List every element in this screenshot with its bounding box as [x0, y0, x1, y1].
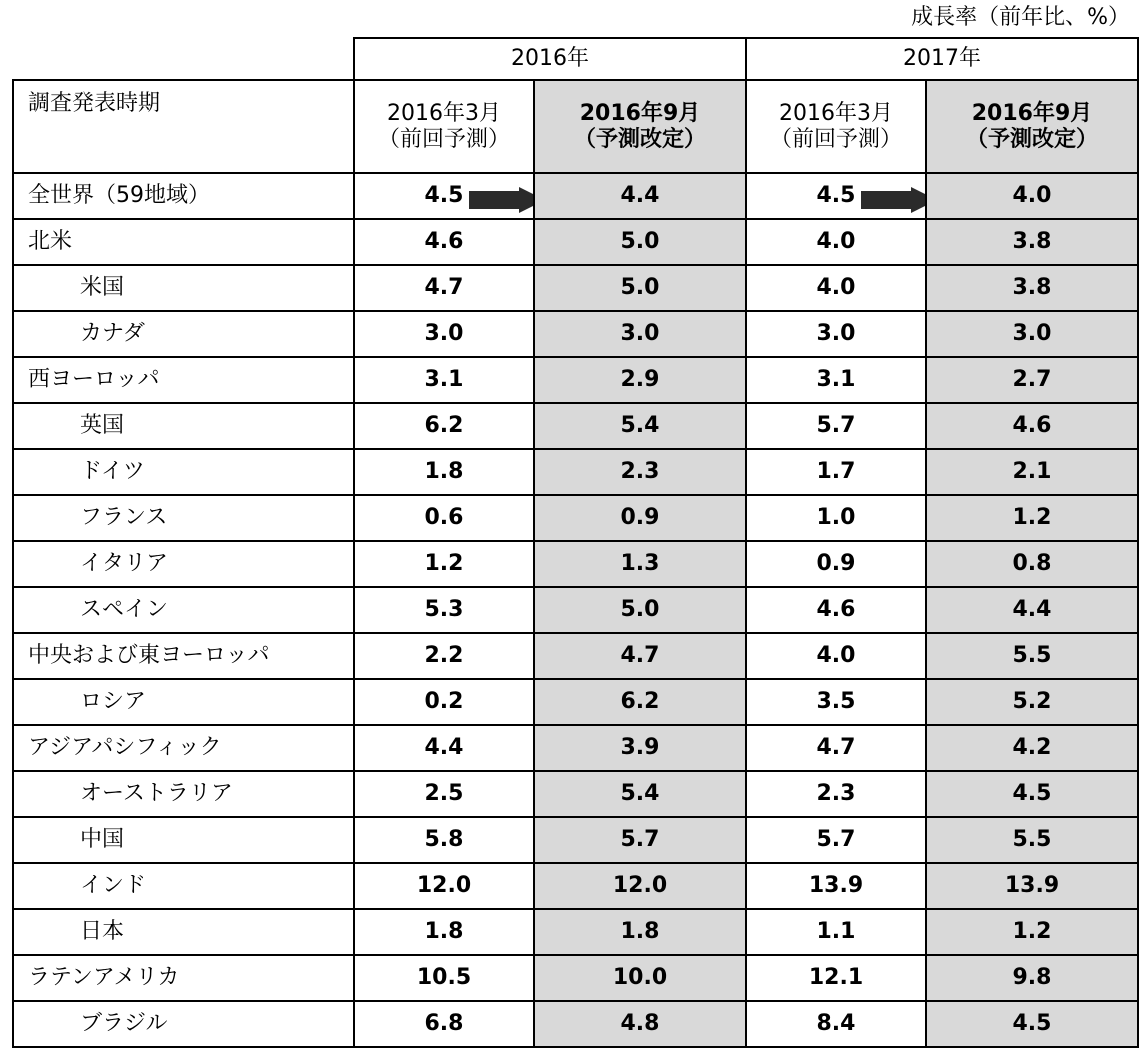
value-cell-revised: 2.1	[926, 449, 1138, 495]
value-cell-revised: 2.9	[534, 357, 746, 403]
value-cell-revised: 2.3	[534, 449, 746, 495]
value-cell-revised: 1.3	[534, 541, 746, 587]
value-cell: 5.8	[354, 817, 534, 863]
right-arrow-icon	[469, 187, 534, 213]
region-label: 米国	[13, 265, 354, 311]
value-cell-revised: 9.8	[926, 955, 1138, 1001]
table-row	[13, 265, 1138, 311]
year-2017-header: 2017年	[746, 38, 1138, 80]
value-text: 4.5	[424, 183, 464, 208]
region-label: 中国	[13, 817, 354, 863]
col-2016-revised-header	[534, 80, 746, 173]
header-line: （予測改定）	[573, 126, 706, 152]
table-row	[13, 817, 1138, 863]
table-row	[13, 863, 1138, 909]
table-row	[13, 909, 1138, 955]
value-cell: 1.8	[354, 449, 534, 495]
col-2016-previous-header	[354, 80, 534, 173]
table-row	[13, 357, 1138, 403]
value-cell: 2.3	[746, 771, 926, 817]
year-2016-header: 2016年	[354, 38, 746, 80]
value-cell: 4.0	[746, 219, 926, 265]
value-cell-revised: 1.2	[926, 495, 1138, 541]
value-cell: 12.1	[746, 955, 926, 1001]
value-cell-revised: 3.8	[926, 265, 1138, 311]
value-cell-revised: 3.0	[534, 311, 746, 357]
region-label: 日本	[13, 909, 354, 955]
value-cell-revised: 4.7	[534, 633, 746, 679]
value-cell: 0.2	[354, 679, 534, 725]
value-cell-revised: 3.9	[534, 725, 746, 771]
col-2017-revised-header	[926, 80, 1138, 173]
value-cell: 4.7	[354, 265, 534, 311]
value-cell: 4.7	[746, 725, 926, 771]
survey-period-header-row	[13, 80, 1138, 173]
value-cell: 3.0	[354, 311, 534, 357]
table-row	[13, 219, 1138, 265]
value-cell-revised: 4.5	[926, 771, 1138, 817]
value-cell-revised: 5.4	[534, 771, 746, 817]
table-row	[13, 633, 1138, 679]
col-2017-previous-header	[746, 80, 926, 173]
growth-rate-table	[12, 37, 1139, 1048]
header-line: 2016年9月	[971, 100, 1093, 126]
region-label: フランス	[13, 495, 354, 541]
value-cell: 8.4	[746, 1001, 926, 1047]
region-label: ロシア	[13, 679, 354, 725]
table-row	[13, 955, 1138, 1001]
value-cell-revised: 4.4	[534, 173, 746, 219]
value-cell: 5.3	[354, 587, 534, 633]
table-row	[13, 587, 1138, 633]
value-cell-revised: 4.4	[926, 587, 1138, 633]
header-line: 2016年3月	[387, 100, 501, 126]
table-row	[13, 771, 1138, 817]
value-cell: 4.6	[746, 587, 926, 633]
region-label: インド	[13, 863, 354, 909]
region-label: 中央および東ヨーロッパ	[13, 633, 354, 679]
value-cell-revised: 5.0	[534, 587, 746, 633]
value-cell: 3.1	[354, 357, 534, 403]
value-text: 4.5	[816, 183, 856, 208]
value-cell: 6.8	[354, 1001, 534, 1047]
region-label: スペイン	[13, 587, 354, 633]
year-header-row	[13, 38, 1138, 80]
value-cell-revised: 12.0	[534, 863, 746, 909]
value-cell: 2.5	[354, 771, 534, 817]
value-cell-revised: 0.9	[534, 495, 746, 541]
region-label: オーストラリア	[13, 771, 354, 817]
region-label: 全世界（59地域）	[13, 173, 354, 219]
survey-period-label: 調査発表時期	[13, 80, 354, 173]
value-cell-revised: 13.9	[926, 863, 1138, 909]
region-label: 英国	[13, 403, 354, 449]
header-line: 2016年9月	[579, 100, 701, 126]
region-label: 西ヨーロッパ	[13, 357, 354, 403]
value-cell-revised: 4.5	[926, 1001, 1138, 1047]
blank-corner	[13, 38, 354, 80]
value-cell-revised: 5.4	[534, 403, 746, 449]
value-cell: 3.0	[746, 311, 926, 357]
table-row	[13, 449, 1138, 495]
value-cell-revised: 5.7	[534, 817, 746, 863]
value-cell-revised: 3.8	[926, 219, 1138, 265]
value-cell-revised: 4.0	[926, 173, 1138, 219]
value-cell: 2.2	[354, 633, 534, 679]
value-cell: 12.0	[354, 863, 534, 909]
table-row	[13, 311, 1138, 357]
value-cell-revised: 4.8	[534, 1001, 746, 1047]
value-cell-revised: 0.8	[926, 541, 1138, 587]
value-cell: 0.9	[746, 541, 926, 587]
value-cell: 5.7	[746, 817, 926, 863]
value-cell: 4.0	[746, 633, 926, 679]
value-cell-revised: 5.0	[534, 265, 746, 311]
region-label: アジアパシフィック	[13, 725, 354, 771]
right-arrow-icon	[861, 187, 926, 213]
value-cell-revised: 1.8	[534, 909, 746, 955]
region-label: ラテンアメリカ	[13, 955, 354, 1001]
value-cell-revised: 5.5	[926, 817, 1138, 863]
table-row	[13, 173, 1138, 219]
value-cell-revised: 10.0	[534, 955, 746, 1001]
value-cell: 1.1	[746, 909, 926, 955]
value-cell: 10.5	[354, 955, 534, 1001]
table-row	[13, 541, 1138, 587]
region-label: 北米	[13, 219, 354, 265]
value-cell: 5.7	[746, 403, 926, 449]
header-line: （予測改定）	[965, 126, 1098, 152]
value-cell-revised: 2.7	[926, 357, 1138, 403]
table-row	[13, 725, 1138, 771]
value-cell	[746, 173, 926, 219]
unit-note: 成長率（前年比、%）	[911, 5, 1130, 30]
value-cell: 4.4	[354, 725, 534, 771]
value-cell: 3.5	[746, 679, 926, 725]
value-cell-revised: 5.5	[926, 633, 1138, 679]
value-cell: 1.0	[746, 495, 926, 541]
table-row	[13, 1001, 1138, 1047]
value-cell-revised: 3.0	[926, 311, 1138, 357]
header-line: 2016年3月	[779, 100, 893, 126]
value-cell: 4.6	[354, 219, 534, 265]
value-cell: 3.1	[746, 357, 926, 403]
header-line: （前回予測）	[377, 126, 510, 152]
value-cell-revised: 1.2	[926, 909, 1138, 955]
value-cell: 0.6	[354, 495, 534, 541]
region-label: カナダ	[13, 311, 354, 357]
header-line: （前回予測）	[769, 126, 902, 152]
value-cell: 13.9	[746, 863, 926, 909]
table-row	[13, 495, 1138, 541]
value-cell-revised: 5.2	[926, 679, 1138, 725]
region-label: イタリア	[13, 541, 354, 587]
value-cell: 6.2	[354, 403, 534, 449]
value-cell-revised: 6.2	[534, 679, 746, 725]
region-label: ブラジル	[13, 1001, 354, 1047]
value-cell: 1.8	[354, 909, 534, 955]
value-cell-revised: 4.6	[926, 403, 1138, 449]
value-cell: 4.0	[746, 265, 926, 311]
region-label: ドイツ	[13, 449, 354, 495]
value-cell-revised: 5.0	[534, 219, 746, 265]
value-cell: 1.2	[354, 541, 534, 587]
value-cell	[354, 173, 534, 219]
value-cell-revised: 4.2	[926, 725, 1138, 771]
table-row	[13, 679, 1138, 725]
table-row	[13, 403, 1138, 449]
value-cell: 1.7	[746, 449, 926, 495]
